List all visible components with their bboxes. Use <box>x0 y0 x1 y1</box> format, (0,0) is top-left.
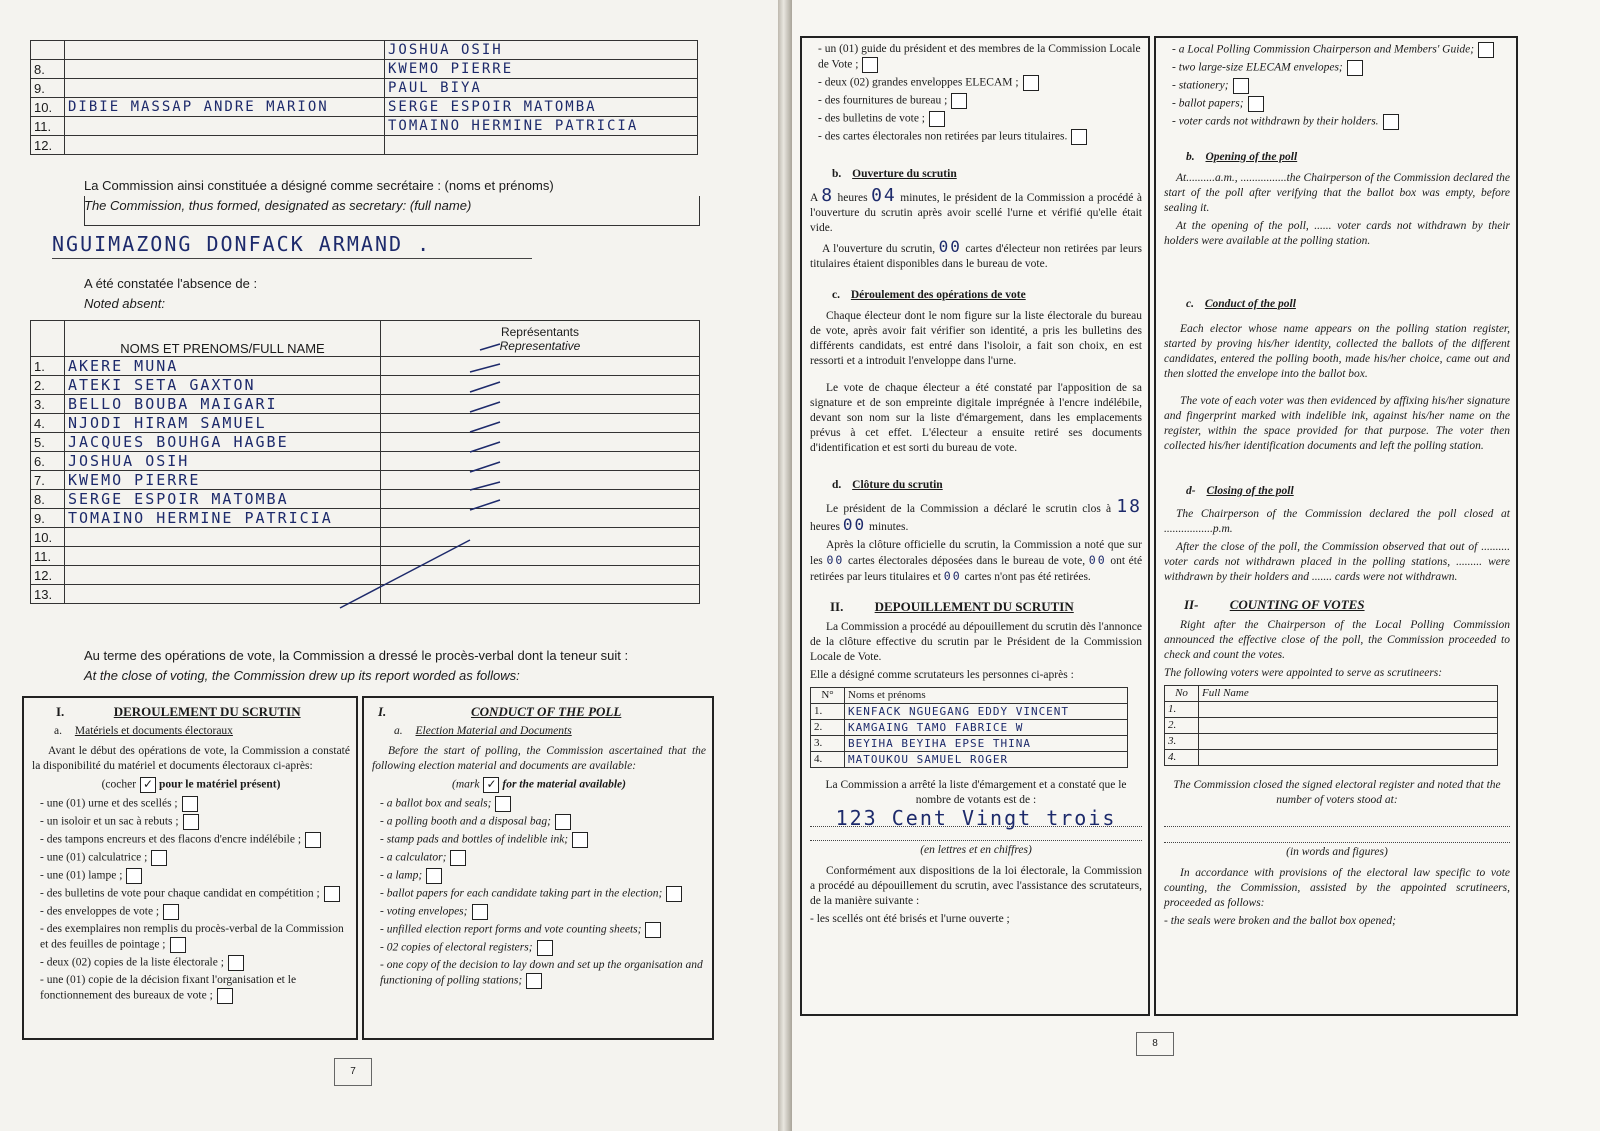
checklist-item: - ballot papers; <box>1172 96 1510 112</box>
checkbox[interactable] <box>645 922 661 938</box>
en-conduct-title: Conduct of the poll <box>1204 298 1296 310</box>
checkbox[interactable] <box>1478 42 1494 58</box>
table-row: JOSHUA OSIH <box>31 41 698 60</box>
table-row: 3. <box>1165 734 1498 750</box>
checkbox[interactable] <box>1023 75 1039 91</box>
en-scrutineers-table: No Full Name 1. 2. 3. 4. <box>1164 685 1498 766</box>
check-mark-box: ✓ <box>483 777 499 793</box>
checklist-item: - des exemplaires non remplis du procès-verbal de la Commission et des feuilles de pointage ; <box>40 922 350 953</box>
table-row: 8. SERGE ESPOIR MATOMBA <box>31 490 700 509</box>
en-items-list <box>372 796 706 989</box>
en-heading: CONDUCT OF THE POLL <box>470 704 622 719</box>
fr-conduct-box: I. DEROULEMENT DU SCRUTIN a. Matériels et documents électoraux Avant le début des opérations de vote, la Commission a constaté la disponibilité du matériel et documents électoraux ci-après: (cocher ✓ pour le matériel présent) - une (01) urne et des scellés ; - un isoloir et un sac à rebuts ; - des tampons encreurs et des flacons d'encre indélébile ; - une (01) calculatrice ; - une (01) lampe ; - des bulletins de vote pour chaque candidat en compétition ; - des enveloppes de vote ; - des exemplaires non remplis du procès-verbal de la Commission et des feuilles de pointage ; - deux (02) copies de la liste électorale ; - une (01) copie de la décision fixant l'organisation et le fonctionnement des bureaux de vote ; <box>22 696 358 1040</box>
checklist-item: - des enveloppes de vote ; <box>40 904 350 920</box>
closing-en: At the close of voting, the Commission drew up its report worded as follows: <box>84 668 520 683</box>
checklist-item: - une (01) lampe ; <box>40 868 350 884</box>
checkbox[interactable] <box>495 796 511 812</box>
closing-fr: Au terme des opérations de vote, la Commission a dressé le procès-verbal dont la teneur suit : <box>84 648 629 663</box>
fr-continued-items <box>810 42 1142 145</box>
checkbox[interactable] <box>163 904 179 920</box>
opening-cards: 00 <box>938 237 962 256</box>
table-row: 8. KWEMO PIERRE <box>31 60 698 79</box>
absent-strike-lines <box>300 340 540 620</box>
checklist-item: - ballot papers for each candidate taking part in the election; <box>380 886 706 902</box>
page-number-right: 8 <box>1136 1032 1174 1056</box>
checklist-item: - une (01) urne et des scellés ; <box>40 796 350 812</box>
table-row: 7. KWEMO PIERRE <box>31 471 700 490</box>
checklist-item: - stationery; <box>1172 78 1510 94</box>
fr-column-box: - un (01) guide du président et des membres de la Commission Locale de Vote ; - deux (02) grandes enveloppes ELECAM ; - des fournitures de bureau ; - des bulletins de vote ; - des cartes électorales non retirées par leurs titulaires. b. Ouverture du scrutin A 8 heures 04 minutes, le président de la Commission a procédé à l'ouverture du scrutin après avoir scellé l'urne et vérifié qu'elle était vide. A l'ouverture du scrutin, 00 cartes d'électeur non retirées par leurs titulaires étaient disponibles dans le bureau de vote. c. Déroulement des opérations de vote Chaque électeur dont le nom figure sur la liste électorale du bureau de vote, après avoir fait vérifier son identité, a pris les bulletins des différents candidats, est entré dans l'isoloir, a fait son choix, en est ressorti et a introduit l'enveloppe dans l'urne. Le vote de chaque électeur a été constaté par l'apposition de sa signature et de son empreinte digitale imprégnée à l'encre indélébile, devant son nom sur la liste d'émargement, dans les emplacements prévus à cet effet. L'électeur a ensuite retiré ses documents d'identification et est sorti du bureau de vote. d. Clôture du scrutin Le président de la Commission a déclaré le scrutin clos à 18 heures 00 minutes. Après la clôture officielle du scrutin, la Commission a noté que sur les 00 cartes électorales déposées dans le bureau de vote, 00 ont été retirées par leurs titulaires et 00 cartes n'ont pas été retirées. II. DEPOUILLEMENT DU SCRUTIN La Commission a procédé au dépouillement du scrutin dès l'annonce de la clôture effective du scrutin par le Président de la Commission Locale de Vote. Elle a désigné comme scrutateurs les personnes ci-après : N° Noms et prénoms 1. KENFACK NGUEGANG EDDY VINCENT 2. KAMGAING TAMO FABRICE W 3. BEYIHA BEYIHA EPSE THINA 4. MATOUKOU SAMUEL ROGER La Commission a arrêté la liste d'émargement et a constaté que le nombre de votants est de : 123 Cent Vingt trois (en lettres et en chiffres) Conformément aux dispositions de la loi électorale, la Commission a procédé au dépouillement du scrutin, avec l'assistance des scrutateurs, de la manière suivante : - les scellés ont été brisés et l'urne ouverte ; <box>800 36 1150 1016</box>
en-intro: Before the start of polling, the Commission ascertained that the following election material and documents are available: <box>372 745 706 772</box>
checkbox[interactable] <box>572 832 588 848</box>
checklist-item: - voter cards not withdrawn by their holders. <box>1172 114 1510 130</box>
table-row: 6. JOSHUA OSIH <box>31 452 700 471</box>
checklist-item: - une (01) calculatrice ; <box>40 850 350 866</box>
checkbox[interactable] <box>1233 78 1249 94</box>
table-row: 2. <box>1165 718 1498 734</box>
table-row: 11. TOMAINO HERMINE PATRICIA <box>31 117 698 136</box>
fr-conduct-p2: Le vote de chaque électeur a été constaté par l'apposition de sa signature et de son empreinte digitale imprégnée à l'encre indélébile, devant son nom sur la liste d'émargement, dans les emplacements prévus à cet effet. L'électeur a ensuite retiré ses documents d'identification et est sorti du bureau de vote. <box>810 382 1142 454</box>
table-row: 4. NJODI HIRAM SAMUEL <box>31 414 700 433</box>
check-mark-box: ✓ <box>140 777 156 793</box>
opening-hour: 8 <box>821 185 835 206</box>
table-row: 11. <box>31 547 700 566</box>
table-row: 12. <box>31 136 698 155</box>
fr-opening-text: A 8 heures 04 minutes, le président de la Commission a procédé à l'ouverture du scrutin après avoir scellé l'urne et vérifié qu'elle était vide. <box>810 185 1143 234</box>
checkbox[interactable] <box>1383 114 1399 130</box>
table-row: 1. <box>1165 702 1498 718</box>
table-row: 5. JACQUES BOUHGA HAGBE <box>31 433 700 452</box>
checklist-item: - une (01) copie de la décision fixant l'organisation et le fonctionnement des bureaux de vote ; <box>40 973 350 1004</box>
checklist-item: - two large-size ELECAM envelopes; <box>1172 60 1510 76</box>
checklist-item: - un (01) guide du président et des membres de la Commission Locale de Vote ; <box>818 42 1142 73</box>
checkbox[interactable] <box>151 850 167 866</box>
opening-minutes: 04 <box>871 185 897 206</box>
checklist-item: - a lamp; <box>380 868 706 884</box>
checkbox[interactable] <box>1248 96 1264 112</box>
absent-label-en: Noted absent: <box>84 296 165 311</box>
page-number-left: 7 <box>334 1058 372 1086</box>
table-row: 1. AKERE MUNA <box>31 357 700 376</box>
closing-hour: 18 <box>1116 496 1142 517</box>
table-row: 3. BELLO BOUBA MAIGARI <box>31 395 700 414</box>
en-subheading: Election Material and Documents <box>415 725 572 737</box>
table-row: 2. ATEKI SETA GAXTON <box>31 376 700 395</box>
table-row: 9. PAUL BIYA <box>31 79 698 98</box>
fr-conduct-title: Déroulement des opérations de vote <box>850 289 1026 301</box>
fr-heading: DEROULEMENT DU SCRUTIN <box>113 704 301 719</box>
checkbox[interactable] <box>324 886 340 902</box>
checkbox[interactable] <box>862 57 878 73</box>
checkbox[interactable] <box>183 814 199 830</box>
table-row: 1. KENFACK NGUEGANG EDDY VINCENT <box>811 704 1128 720</box>
table-row: 10. DIBIE MASSAP ANDRE MARION SERGE ESPOIR MATOMBA <box>31 98 698 117</box>
checklist-item: - des bulletins de vote pour chaque candidat en compétition ; <box>40 886 350 902</box>
fr-counting-title: DEPOUILLEMENT DU SCRUTIN <box>874 599 1074 614</box>
table-row: 13. <box>31 585 700 604</box>
checklist-item: - a ballot box and seals; <box>380 796 706 812</box>
table-row: 2. KAMGAING TAMO FABRICE W <box>811 720 1128 736</box>
voter-count: 123 Cent Vingt trois <box>810 811 1142 827</box>
checklist-item: - stamp pads and bottles of indelible ink; <box>380 832 706 848</box>
absent-col-rep: Représentants Representative <box>381 321 700 357</box>
checkbox[interactable] <box>170 937 186 953</box>
checklist-item: - deux (02) grandes enveloppes ELECAM ; <box>818 75 1142 91</box>
checklist-item: - a polling booth and a disposal bag; <box>380 814 706 830</box>
checkbox[interactable] <box>555 814 571 830</box>
en-opening-title: Opening of the poll <box>1205 151 1298 163</box>
en-continued-items <box>1164 42 1510 130</box>
checklist-item: - des tampons encreurs et des flacons d'encre indélébile ; <box>40 832 350 848</box>
secretary-label-fr: La Commission ainsi constituée a désigné comme secrétaire : (noms et prénoms) <box>84 178 554 193</box>
checklist-item: - deux (02) copies de la liste électorale ; <box>40 955 350 971</box>
en-conduct-box: I. CONDUCT OF THE POLL a. Election Material and Documents Before the start of polling, the Commission ascertained that the following election material and documents are available: (mark ✓ for the material available) - a ballot box and seals; - a polling booth and a disposal bag; - stamp pads and bottles of indelible ink; - a calculator; - a lamp; - ballot papers for each candidate taking part in the election; - voting envelopes; - unfilled election report forms and vote counting sheets; - 02 copies of electoral registers; - one copy of the decision to lay down and set up the organisation and functioning of polling stations; <box>362 696 714 1040</box>
checkbox[interactable] <box>228 955 244 971</box>
fr-items-list <box>32 796 350 1004</box>
secretary-name: NGUIMAZONG DONFACK ARMAND . <box>52 232 532 259</box>
fr-scrutineers-table: N° Noms et prénoms 1. KENFACK NGUEGANG EDDY VINCENT 2. KAMGAING TAMO FABRICE W 3. BEYIHA BEYIHA EPSE THINA 4. MATOUKOU SAMUEL ROGER <box>810 687 1128 768</box>
checklist-item: - des bulletins de vote ; <box>818 111 1142 127</box>
fr-intro: Avant le début des opérations de vote, la Commission a constaté la disponibilité du matériel et documents électoraux ci-après: <box>32 745 350 772</box>
en-counting-title: COUNTING OF VOTES <box>1229 597 1365 612</box>
secretary-box <box>84 196 700 226</box>
checkbox[interactable] <box>1071 129 1087 145</box>
secretary-label-en: The Commission, thus formed, designated as secretary: (full name) <box>84 198 472 213</box>
table-row: 4. MATOUKOU SAMUEL ROGER <box>811 752 1128 768</box>
table-row: 12. <box>31 566 700 585</box>
checkbox[interactable] <box>472 904 488 920</box>
checkbox[interactable] <box>126 868 142 884</box>
checkbox[interactable] <box>526 973 542 989</box>
checklist-item: - des fournitures de bureau ; <box>818 93 1142 109</box>
checkbox[interactable] <box>951 93 967 109</box>
checklist-item: - 02 copies of electoral registers; <box>380 940 706 956</box>
checkbox[interactable] <box>929 111 945 127</box>
fr-subheading: Matériels et documents électoraux <box>74 725 233 737</box>
checklist-item: - des cartes électorales non retirées par leurs titulaires. <box>818 129 1142 145</box>
table-row: 4. <box>1165 750 1498 766</box>
checkbox[interactable] <box>537 940 553 956</box>
table-row: 10. <box>31 528 700 547</box>
checklist-item: - unfilled election report forms and vote counting sheets; <box>380 922 706 938</box>
checkbox[interactable] <box>217 988 233 1004</box>
table-row: 9. TOMAINO HERMINE PATRICIA <box>31 509 700 528</box>
checkbox[interactable] <box>182 796 198 812</box>
checkbox[interactable] <box>426 868 442 884</box>
members-table <box>30 40 698 155</box>
table-row: 3. BEYIHA BEYIHA EPSE THINA <box>811 736 1128 752</box>
en-column-box: - a Local Polling Commission Chairperson and Members' Guide; - two large-size ELECAM envelopes; - stationery; - ballot papers; - voter cards not withdrawn by their holders. b. Opening of the poll At..........a.m., ................the Chairperson of the Commission declared the start of the poll after verifying that the ballot box was empty, before sealing it. At the opening of the poll, ...... voter cards not withdrawn by their holders were available at the polling station. c. Conduct of the poll Each elector whose name appears on the polling station register, started by proving his/her identity, collected the ballots of the different candidates, entered the polling booth, made his/her choice, came out and then slotted the envelope into the ballot box. The vote of each voter was then evidenced by affixing his/her signature and fingerprint marked with indelible ink, against his/her name on the register, within the space provided for that purpose. The voter then collected his/her identification documents and left the polling station. d- Closing of the poll The Chairperson of the Commission declared the poll closed at .................p.m. After the close of the poll, the Commission observed that out of .......... voter cards not withdrawn placed in the polling stations, ......... were withdrawn by their holders and ....... cards were not withdrawn. II- COUNTING OF VOTES Right after the Chairperson of the Local Polling Commission announced the effective close of the poll, the Commission proceeded to check and count the votes. The following voters were appointed to serve as scrutineers: No Full Name 1. 2. 3. 4. The Commission closed the signed electoral register and noted that the number of voters stood at: (in words and figures) In accordance with provisions of the electoral law specific to vote counting, the Commission, assisted by the appointed scrutineers, proceeded as follows: - the seals were broken and the ballot box opened; <box>1154 36 1518 1016</box>
en-closing-title: Closing of the poll <box>1206 485 1294 497</box>
checkbox[interactable] <box>666 886 682 902</box>
checkbox[interactable] <box>450 850 466 866</box>
absent-label-fr: A été constatée l'absence de : <box>84 276 258 291</box>
book-spine <box>778 0 792 1131</box>
left-page <box>0 0 778 1131</box>
fr-opening-title: Ouverture du scrutin <box>852 168 957 180</box>
closing-minutes: 00 <box>842 515 867 534</box>
checklist-item: - a Local Polling Commission Chairperson and Members' Guide; <box>1172 42 1510 58</box>
checkbox[interactable] <box>1347 60 1363 76</box>
checklist-item: - voting envelopes; <box>380 904 706 920</box>
checkbox[interactable] <box>305 832 321 848</box>
absent-col-name: NOMS ET PRENOMS/FULL NAME <box>65 321 381 357</box>
fr-conduct-p1: Chaque électeur dont le nom figure sur la liste électorale du bureau de vote, après avoir fait vérifier son identité, a pris les bulletins des différents candidats, est entré dans l'isoloir, a fait son choix, en est ressorti et a introduit l'enveloppe dans l'urne. <box>810 310 1142 367</box>
checklist-item: - a calculator; <box>380 850 706 866</box>
checklist-item: - one copy of the decision to lay down and set up the organisation and functioning of polling stations; <box>380 958 706 989</box>
checklist-item: - un isoloir et un sac à rebuts ; <box>40 814 350 830</box>
right-page <box>792 0 1600 1131</box>
fr-closing-title: Clôture du scrutin <box>852 479 943 491</box>
